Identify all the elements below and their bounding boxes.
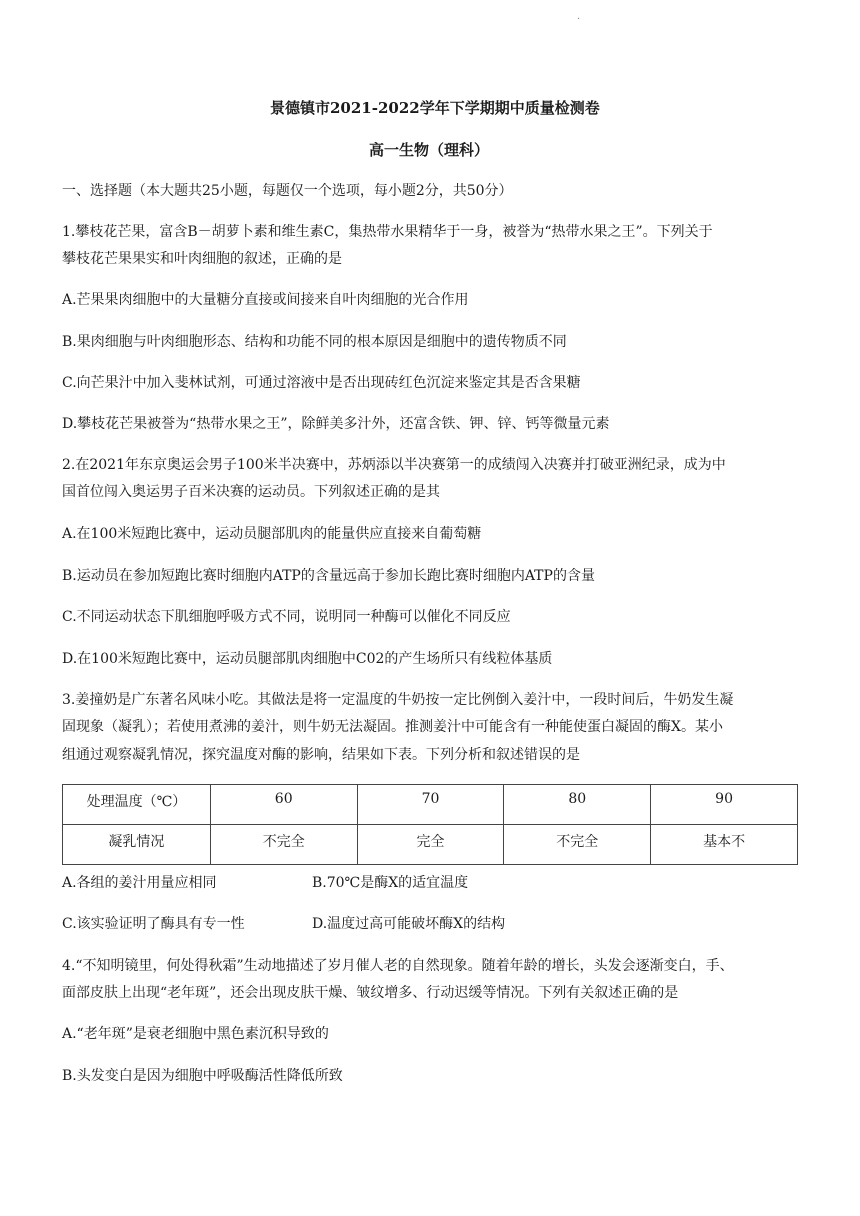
page-title: 景德镇市2021-2022学年下学期期中质量检测卷 [270,99,600,117]
table-row [63,825,798,865]
q1-stem-line-2: 攀枝花芒果果实和叶肉细胞的叙述，正确的是 [62,251,342,267]
experiment-table [62,784,798,865]
q3-option-d: D.温度过高可能破坏酶X的结构 [312,916,506,932]
table-cell: 90 [651,785,798,825]
q3-stem-line-3: 组通过观察凝乳情况，探究温度对酶的影响，结果如下表。下列分析和叙述错误的是 [62,747,580,763]
q4-option-a: A.“老年斑”是衰老细胞中黑色素沉积导致的 [62,1026,329,1042]
q4-stem-line-2: 面部皮肤上出现“老年斑”，还会出现皮肤干燥、皱纹增多、行动迟缓等情况。下列有关叙述正确的是 [62,985,679,1001]
q4-option-b: B.头发变白是因为细胞中呼吸酶活性降低所致 [62,1068,343,1084]
table-cell: 不完全 [210,825,357,865]
q1-option-b: B.果肉细胞与叶肉细胞形态、结构和功能不同的根本原因是细胞中的遗传物质不同 [62,334,567,350]
q3-stem-line-2: 固现象（凝乳）；若使用煮沸的姜汁，则牛奶无法凝固。推测姜汁中可能含有一种能使蛋白凝固的酶X。某小 [62,719,723,735]
q3-stem-line-1: 3.姜撞奶是广东著名风味小吃。其做法是将一定温度的牛奶按一定比例倒入姜汁中，一段时间后，牛奶发生凝 [62,692,734,708]
q3-option-b: B.70℃是酶X的适宜温度 [312,875,469,891]
top-mark: · [577,14,581,25]
q3-option-c: C.该实验证明了酶具有专一性 [62,916,245,932]
table-cell: 不完全 [504,825,651,865]
q1-option-c: C.向芒果汁中加入斐林试剂，可通过溶液中是否出现砖红色沉淀来鉴定其是否含果糖 [62,375,581,391]
table-cell: 70 [357,785,504,825]
q1-option-d: D.攀枝花芒果被誉为“热带水果之王”，除鲜美多汁外，还富含铁、钾、锌、钙等微量元素 [62,416,610,432]
table-cell: 处理温度（℃） [63,785,211,825]
page-subtitle: 高一生物（理科） [369,141,490,159]
q2-option-c: C.不同运动状态下肌细胞呼吸方式不同，说明同一种酶可以催化不同反应 [62,609,511,625]
table-cell: 60 [210,785,357,825]
table-cell: 完全 [357,825,504,865]
q2-option-b: B.运动员在参加短跑比赛时细胞内ATP的含量远高于参加长跑比赛时细胞内ATP的含量 [62,568,595,584]
table-cell: 80 [504,785,651,825]
q2-option-a: A.在100米短跑比赛中，运动员腿部肌肉的能量供应直接来自葡萄糖 [62,526,482,542]
q1-stem-line-1: 1.攀枝花芒果，富含B－胡萝卜素和维生素C，集热带水果精华于一身，被誉为“热带水果之王”。下列关于 [62,224,713,240]
table-row [63,785,798,825]
table-cell: 凝乳情况 [63,825,211,865]
q2-stem-line-1: 2.在2021年东京奥运会男子100米半决赛中，苏炳添以半决赛第一的成绩闯入决赛并打破亚洲纪录，成为中 [62,457,726,473]
q2-stem-line-2: 国首位闯入奥运男子百米决赛的运动员。下列叙述正确的是其 [62,484,440,500]
section-heading: 一、选择题（本大题共25小题，每题仅一个选项，每小题2分，共50分） [62,183,513,199]
q2-option-d: D.在100米短跑比赛中，运动员腿部肌肉细胞中C02的产生场所只有线粒体基质 [62,651,553,667]
table-cell: 基本不 [651,825,798,865]
q3-option-a: A.各组的姜汁用量应相同 [62,875,217,891]
q1-option-a: A.芒果果肉细胞中的大量糖分直接或间接来自叶肉细胞的光合作用 [62,292,469,308]
q4-stem-line-1: 4.“不知明镜里，何处得秋霜”生动地描述了岁月催人老的自然现象。随着年龄的增长，头发会逐渐变白，手、 [62,958,734,974]
